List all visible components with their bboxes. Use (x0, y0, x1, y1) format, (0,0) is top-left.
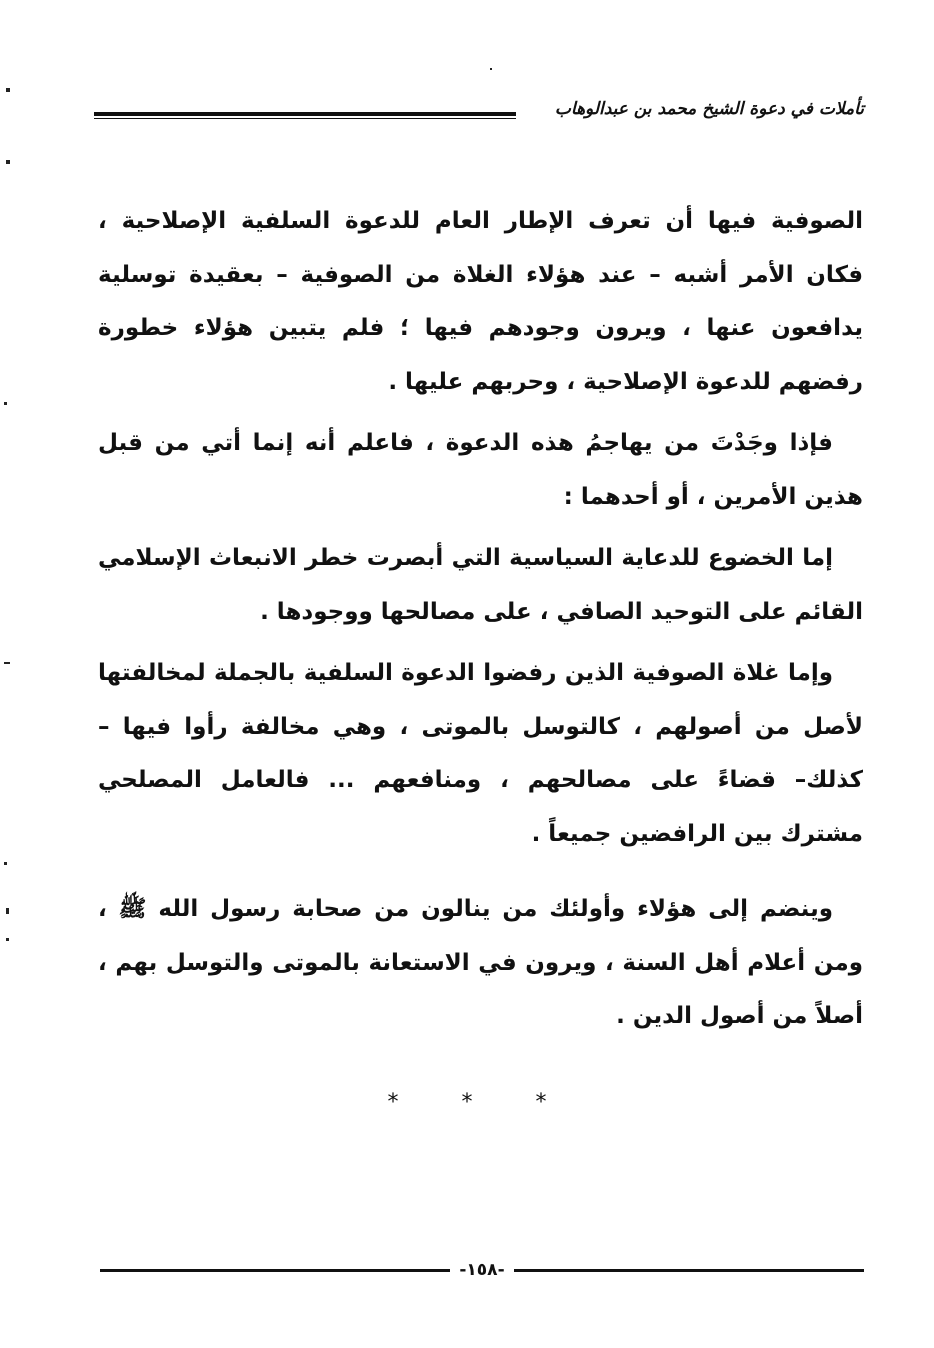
scan-mark (6, 938, 9, 941)
body-text (98, 195, 863, 1052)
footer-rule-left (100, 1269, 450, 1272)
paragraph-2: فإذا وجَدْتَ من يهاجمُ هذه الدعوة ، فاعلم أنه إنما أتي من قبل هذين الأمرين ، أو أحدهما : (98, 430, 863, 510)
running-header (94, 98, 864, 128)
header-rule-thick (94, 112, 516, 116)
header-rule (94, 112, 516, 120)
paragraph-3: إما الخضوع للدعاية السياسية التي أبصرت خطر الانبعاث الإسلامي القائم على التوحيد الصافي ، على مصالحها ووجودها . (98, 545, 863, 625)
scan-mark (4, 402, 7, 405)
scan-mark (6, 908, 9, 914)
footer-rule-right (514, 1269, 864, 1272)
scan-mark (4, 662, 10, 664)
scan-mark (6, 160, 10, 164)
scan-mark (490, 68, 492, 70)
scan-mark (6, 88, 10, 92)
paragraph-5: وينضم إلى هؤلاء وأولئك من ينالون من صحابة رسول الله ﷺ ، ومن أعلام أهل السنة ، ويرون في الاستعانة بالموتى والتوسل بهم ، أصلاً من أصول الدين . (98, 896, 863, 1029)
header-rule-thin (94, 118, 516, 119)
page-footer (100, 1258, 864, 1282)
section-separator: * * * (387, 1090, 575, 1115)
scan-mark (4, 862, 7, 865)
page-number: -١٥٨- (459, 1260, 505, 1280)
paragraph-1: الصوفية فيها أن تعرف الإطار العام للدعوة السلفية الإصلاحية ، فكان الأمر أشبه – عند هؤلاء الغلاة من الصوفية – بعقيدة توسلية يدافعون عنها ، ويرون وجودهم فيها ؛ فلم يتبين هؤلاء خطورة رفضهم للدعوة الإصلاحية ، وحربهم عليها . (98, 208, 863, 395)
header-title: تأملات في دعوة الشيخ محمد بن عبدالوهاب (554, 99, 864, 119)
paragraph-4: وإما غلاة الصوفية الذين رفضوا الدعوة السلفية بالجملة لمخالفتها لأصل من أصولهم ، كالتوسل بالموتى ، وهي مخالفة رأوا فيها –كذلك– قضاءً على مصالحهم ، ومنافعهم ... فالعامل المصلحي مشترك بين الرافضين جميعاً . (98, 660, 863, 847)
